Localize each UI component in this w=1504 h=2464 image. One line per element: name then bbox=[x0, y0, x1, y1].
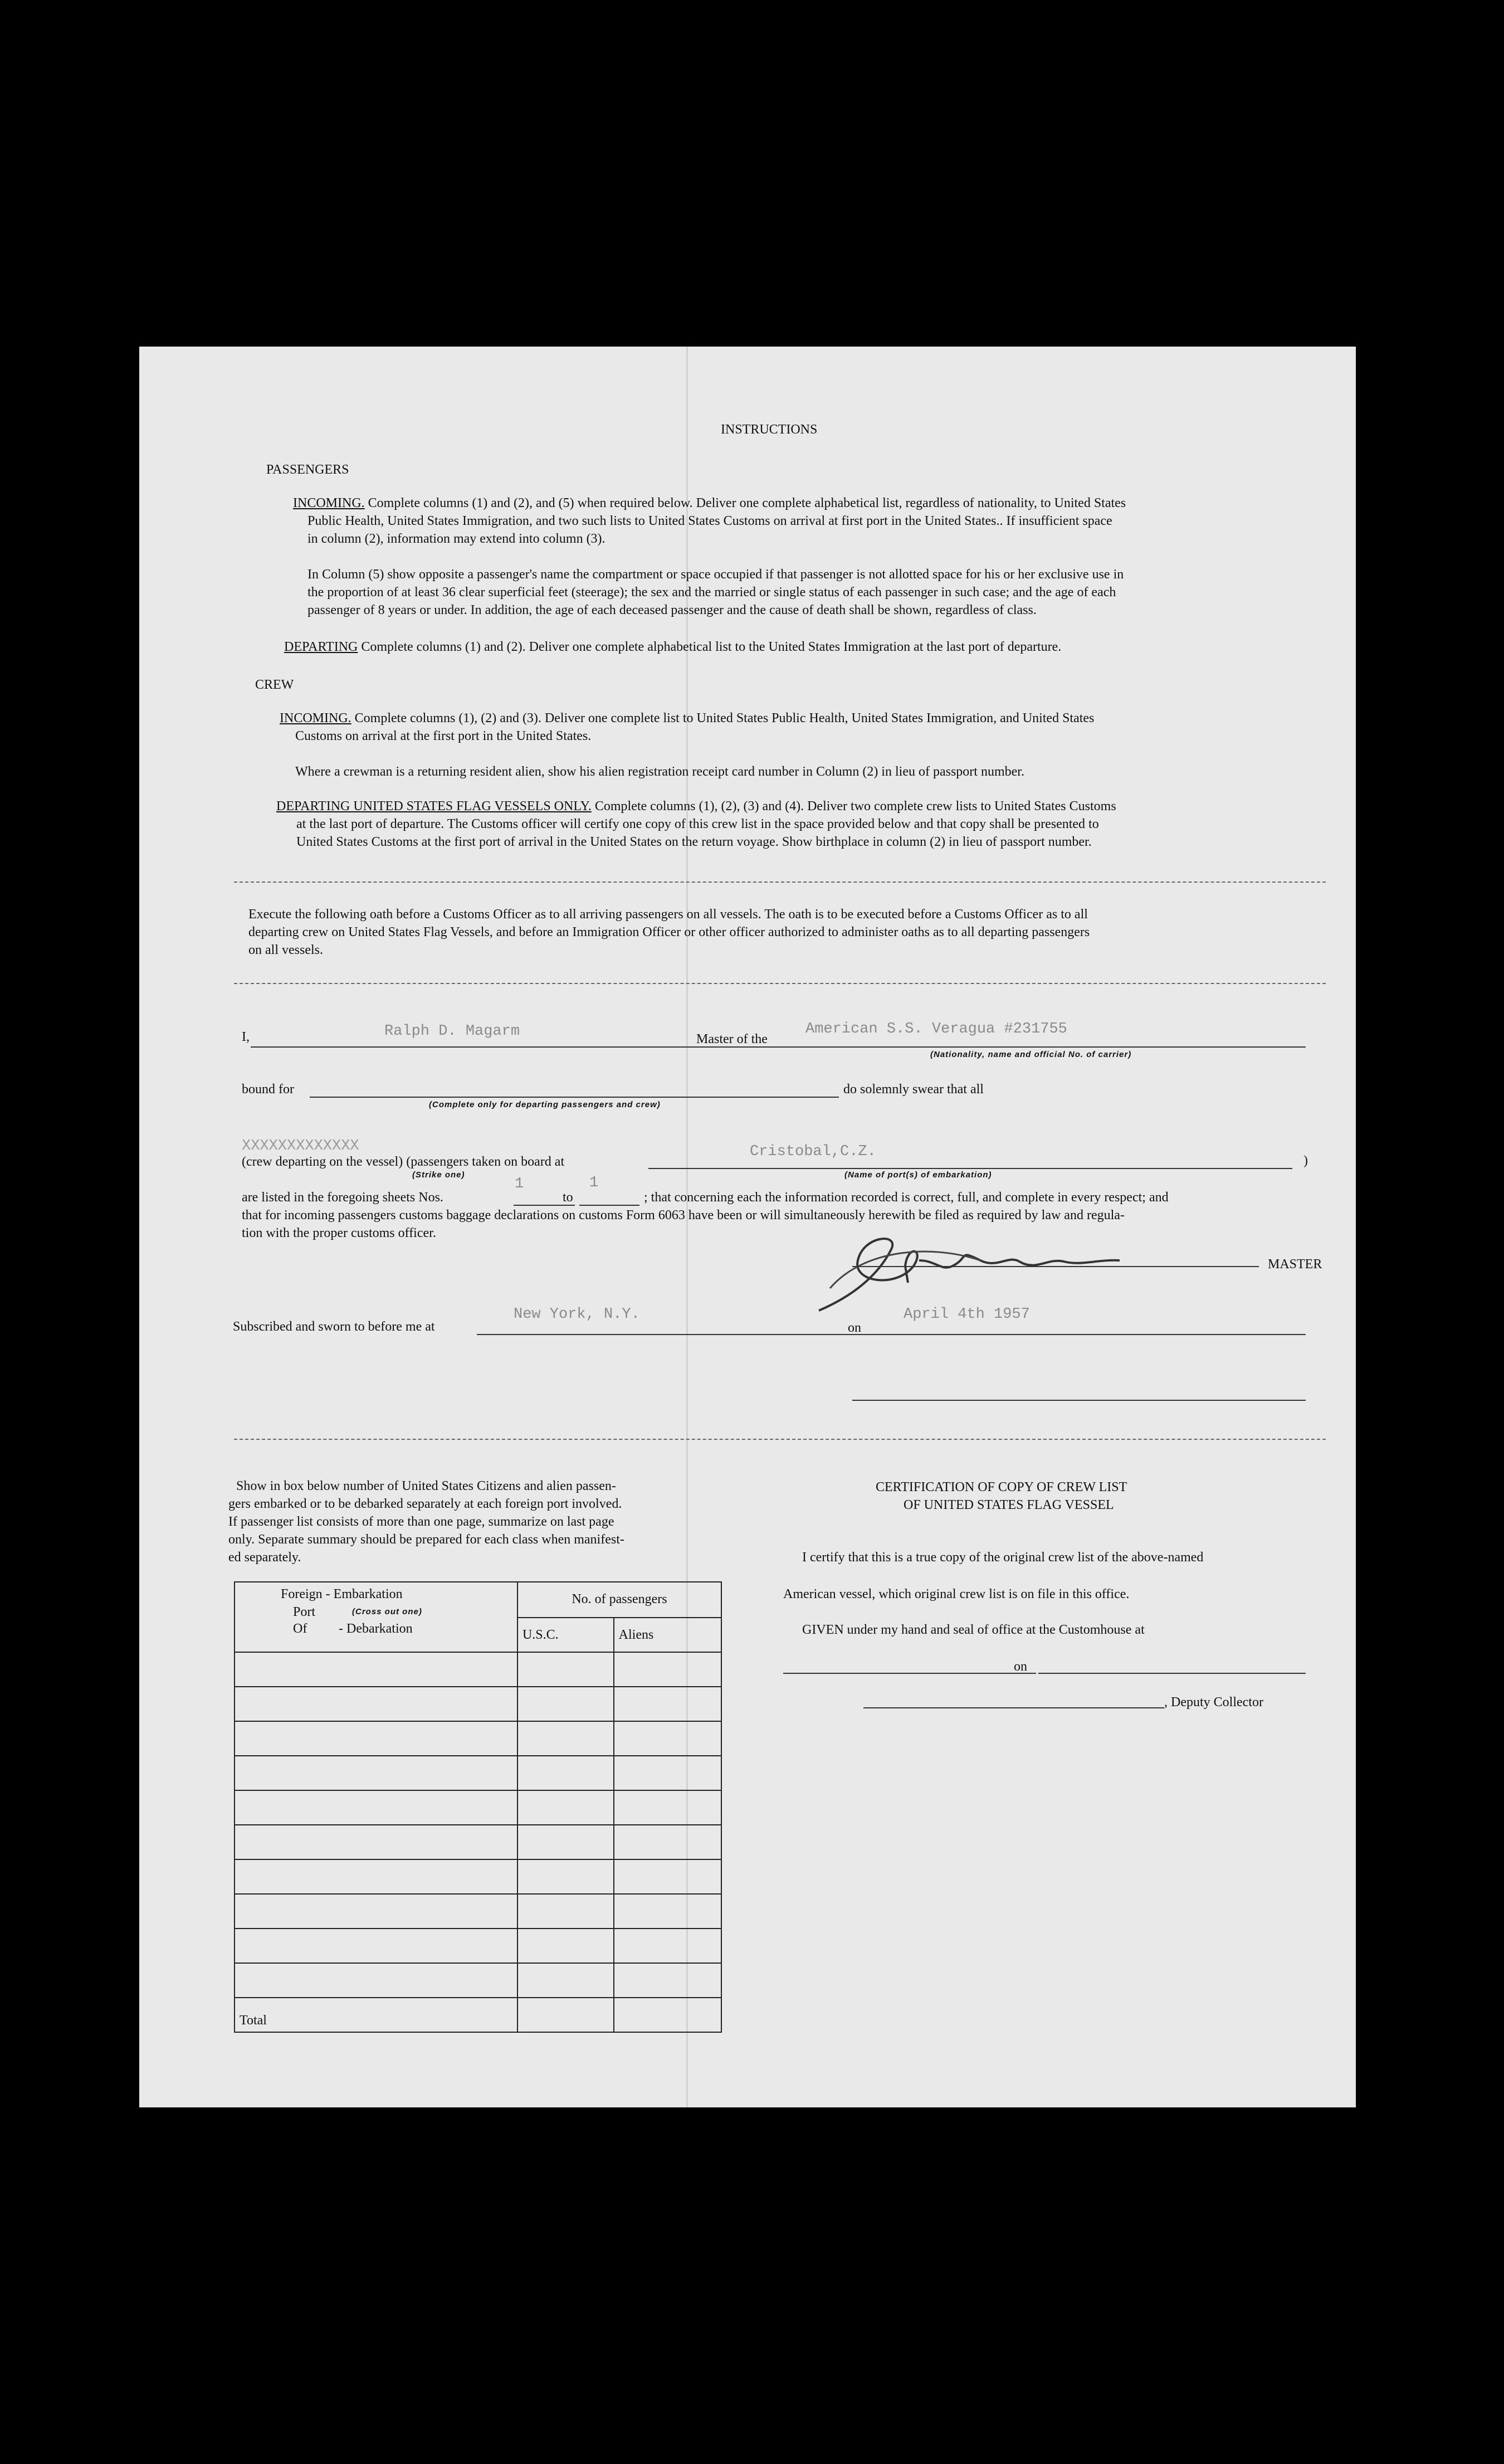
passengers-incoming-line-3: in column (2), information may extend into column (3). bbox=[307, 532, 605, 546]
crew-departing bbox=[276, 797, 1116, 816]
crew-departing-line-1: Complete columns (1), (2), (3) and (4). Deliver two complete crew lists to United States Customs bbox=[594, 799, 1116, 814]
to-label: to bbox=[563, 1190, 573, 1205]
passengers-incoming bbox=[293, 494, 1126, 513]
certification-title-1: CERTIFICATION OF COPY OF CREW LIST bbox=[876, 1480, 1127, 1494]
crew-departing-line-3: United States Customs at the first port of arrival in the United States on the return voyage. Show birthplace in column (2) in lieu of passport number. bbox=[296, 835, 1092, 849]
vessel-line bbox=[788, 1046, 1306, 1048]
crew-incoming-label: INCOMING. bbox=[280, 711, 351, 725]
cert-on-label: on bbox=[1014, 1659, 1027, 1674]
passengers-incoming-label: INCOMING. bbox=[293, 496, 365, 510]
crew-heading: CREW bbox=[255, 678, 294, 692]
foreign-embarkation-label: Foreign - Embarkation bbox=[281, 1587, 403, 1601]
vessel-field[interactable]: American S.S. Veragua #231755 bbox=[805, 1021, 1067, 1038]
struck-text: XXXXXXXXXXXXX bbox=[242, 1138, 359, 1155]
listed-tail: ; that concerning each the information recorded is correct, full, and complete in every respect; and bbox=[644, 1190, 1169, 1205]
cert-place-line bbox=[783, 1673, 1036, 1674]
subscribed-label: Subscribed and sworn to before me at bbox=[233, 1319, 435, 1334]
passengers-departing-text: Complete columns (1) and (2). Deliver one complete alphabetical list to the United States Immigration at the last port of departure. bbox=[361, 640, 1062, 654]
summary-instruction-line-1: Show in box below number of United States Citizens and alien passen- bbox=[236, 1479, 616, 1493]
summary-row-port[interactable] bbox=[235, 1963, 517, 1998]
summary-row-port[interactable] bbox=[235, 1721, 517, 1756]
summary-row-aliens[interactable] bbox=[614, 1756, 721, 1790]
certification-title-2: OF UNITED STATES FLAG VESSEL bbox=[904, 1498, 1114, 1512]
oath-instruction-line-1: Execute the following oath before a Customs Officer as to all arriving passengers on all vessels. The oath is to be executed before a Customs Officer as to all bbox=[248, 907, 1088, 922]
crew-incoming-line-2: Customs on arrival at the first port in the United States. bbox=[295, 729, 592, 743]
swear-text: do solemnly swear that all bbox=[843, 1082, 984, 1097]
bound-caption: (Complete only for departing passengers and crew) bbox=[429, 1100, 661, 1109]
listed-label: are listed in the foregoing sheets Nos. bbox=[242, 1190, 443, 1205]
oath-i-label: I, bbox=[242, 1030, 250, 1044]
summary-row-usc[interactable] bbox=[517, 1790, 614, 1825]
given-line: GIVEN under my hand and seal of office at the Customhouse at bbox=[802, 1623, 1145, 1637]
of-label: Of bbox=[293, 1621, 307, 1636]
sheet-from-field[interactable]: 1 bbox=[515, 1176, 524, 1192]
master-of-label: Master of the bbox=[696, 1032, 768, 1046]
summary-row-port[interactable] bbox=[235, 1859, 517, 1894]
passengers-incoming-line-2: Public Health, United States Immigration, and two such lists to United States Customs on arrival at first port in the United States.. If insufficient space bbox=[307, 514, 1112, 528]
passengers-heading: PASSENGERS bbox=[266, 462, 349, 477]
lower-divider bbox=[234, 1439, 1326, 1440]
summary-row-port[interactable] bbox=[235, 1825, 517, 1859]
strike-caption: (Strike one) bbox=[412, 1170, 465, 1180]
summary-row-aliens[interactable] bbox=[614, 1859, 721, 1894]
summary-row-port[interactable] bbox=[235, 1894, 517, 1929]
deputy-collector-label: , Deputy Collector bbox=[1164, 1695, 1263, 1710]
passengers-departing bbox=[284, 637, 1061, 656]
summary-instruction-line-2: gers embarked or to be debarked separately at each foreign port involved. bbox=[228, 1497, 622, 1511]
crew-departing-label: DEPARTING UNITED STATES FLAG VESSELS ONLY. bbox=[276, 799, 592, 814]
usc-header: U.S.C. bbox=[517, 1618, 614, 1652]
summary-row-usc[interactable] bbox=[517, 1963, 614, 1998]
summary-row-port[interactable] bbox=[235, 1687, 517, 1721]
port-field[interactable]: Cristobal,C.Z. bbox=[750, 1143, 876, 1160]
master-label: MASTER bbox=[1268, 1257, 1322, 1272]
document-page bbox=[139, 347, 1356, 2107]
cert-date-line bbox=[1038, 1673, 1306, 1674]
deputy-signature-line bbox=[863, 1707, 1164, 1708]
oath-instruction-line-2: departing crew on United States Flag Vessels, and before an Immigration Officer or other officer authorized to administer oaths as to all departing passengers bbox=[248, 925, 1090, 939]
summary-row-aliens[interactable] bbox=[614, 1652, 721, 1687]
summary-row-port[interactable] bbox=[235, 1790, 517, 1825]
sworn-place-field[interactable]: New York, N.Y. bbox=[514, 1306, 640, 1323]
sworn-date-field[interactable]: April 4th 1957 bbox=[904, 1306, 1030, 1323]
port-header-cell bbox=[235, 1582, 517, 1652]
summary-instruction-line-4: only. Separate summary should be prepared for each class when manifest- bbox=[228, 1532, 624, 1547]
summary-row-port[interactable] bbox=[235, 1756, 517, 1790]
bound-for-label: bound for bbox=[242, 1082, 294, 1097]
bound-for-line bbox=[310, 1097, 839, 1098]
debarkation-label: - Debarkation bbox=[339, 1621, 413, 1636]
port-caption: (Name of port(s) of embarkation) bbox=[844, 1170, 992, 1180]
summary-row-port[interactable] bbox=[235, 1652, 517, 1687]
certify-line-2: American vessel, which original crew list is on file in this office. bbox=[783, 1587, 1130, 1601]
summary-row-aliens[interactable] bbox=[614, 1963, 721, 1998]
certify-line-1: I certify that this is a true copy of the original crew list of the above-named bbox=[802, 1550, 1204, 1565]
summary-row-aliens[interactable] bbox=[614, 1721, 721, 1756]
summary-row-aliens[interactable] bbox=[614, 1790, 721, 1825]
crew-incoming-line-1: Complete columns (1), (2) and (3). Deliver one complete list to United States Public Health, United States Immigration, and United States bbox=[354, 711, 1095, 725]
total-usc[interactable] bbox=[517, 1998, 614, 2032]
instructions-title: INSTRUCTIONS bbox=[721, 422, 818, 437]
customs-line: that for incoming passengers customs baggage declarations on customs Form 6063 have been or will simultaneously herewith be filed as required by law and regula- bbox=[242, 1208, 1125, 1223]
no-passengers-header: No. of passengers bbox=[517, 1582, 721, 1618]
cross-out-caption: (Cross out one) bbox=[352, 1607, 422, 1616]
summary-row-usc[interactable] bbox=[517, 1929, 614, 1963]
signature-line bbox=[852, 1266, 1259, 1267]
crew-resident-alien: Where a crewman is a returning resident alien, show his alien registration receipt card number in Column (2) in lieu of passport number. bbox=[295, 764, 1024, 779]
summary-row-usc[interactable] bbox=[517, 1687, 614, 1721]
summary-row-usc[interactable] bbox=[517, 1721, 614, 1756]
master-signature bbox=[797, 1227, 1142, 1316]
column5-line-1: In Column (5) show opposite a passenger's name the compartment or space occupied if that passenger is not allotted space for his or her exclusive use in bbox=[307, 567, 1124, 582]
crew-departing-line-2: at the last port of departure. The Customs officer will certify one copy of this crew list in the space provided below and that copy shall be presented to bbox=[296, 817, 1099, 831]
sheet-to-field[interactable]: 1 bbox=[589, 1175, 599, 1191]
summary-row-usc[interactable] bbox=[517, 1859, 614, 1894]
summary-row-usc[interactable] bbox=[517, 1756, 614, 1790]
total-aliens[interactable] bbox=[614, 1998, 721, 2032]
passengers-incoming-line-1: Complete columns (1) and (2), and (5) when required below. Deliver one complete alphabetical list, regardless of nationality, to United States bbox=[368, 496, 1126, 510]
summary-instruction-line-5: ed separately. bbox=[228, 1550, 301, 1565]
summary-row-aliens[interactable] bbox=[614, 1929, 721, 1963]
passenger-summary-table bbox=[234, 1581, 722, 2033]
master-name-field[interactable]: Ralph D. Magarm bbox=[384, 1023, 520, 1040]
aliens-header: Aliens bbox=[614, 1618, 721, 1652]
summary-row-usc[interactable] bbox=[517, 1825, 614, 1859]
section-divider bbox=[234, 882, 1326, 883]
passengers-departing-label: DEPARTING bbox=[284, 640, 358, 654]
column5-line-3: passenger of 8 years or under. In addition, the age of each deceased passenger and the cause of death shall be shown, regardless of class. bbox=[307, 603, 1037, 617]
summary-row-usc[interactable] bbox=[517, 1652, 614, 1687]
column5-line-2: the proportion of at least 36 clear superficial feet (steerage); the sex and the married or single status of each passenger in such case; and the age of each bbox=[307, 585, 1116, 600]
close-paren: ) bbox=[1303, 1153, 1308, 1168]
summary-row-aliens[interactable] bbox=[614, 1894, 721, 1929]
summary-row-port[interactable] bbox=[235, 1929, 517, 1963]
crew-departing-oath: (crew departing on the vessel) (passengers taken on board at bbox=[242, 1155, 565, 1169]
port-label: Port bbox=[293, 1605, 316, 1619]
crew-incoming bbox=[280, 709, 1094, 728]
vessel-caption: (Nationality, name and official No. of carrier) bbox=[930, 1050, 1132, 1059]
summary-row-aliens[interactable] bbox=[614, 1687, 721, 1721]
oath-divider bbox=[234, 983, 1326, 984]
summary-row-usc[interactable] bbox=[517, 1894, 614, 1929]
summary-row-aliens[interactable] bbox=[614, 1825, 721, 1859]
sworn-date-line bbox=[869, 1334, 1306, 1335]
oath-instruction-line-3: on all vessels. bbox=[248, 943, 323, 957]
total-label: Total bbox=[235, 1998, 517, 2032]
summary-instruction-line-3: If passenger list consists of more than one page, summarize on last page bbox=[228, 1515, 614, 1529]
port-line bbox=[648, 1168, 1292, 1169]
sworn-on-label: on bbox=[848, 1321, 861, 1335]
officer-signature-line bbox=[852, 1400, 1306, 1401]
customs-line-2: tion with the proper customs officer. bbox=[242, 1226, 436, 1240]
